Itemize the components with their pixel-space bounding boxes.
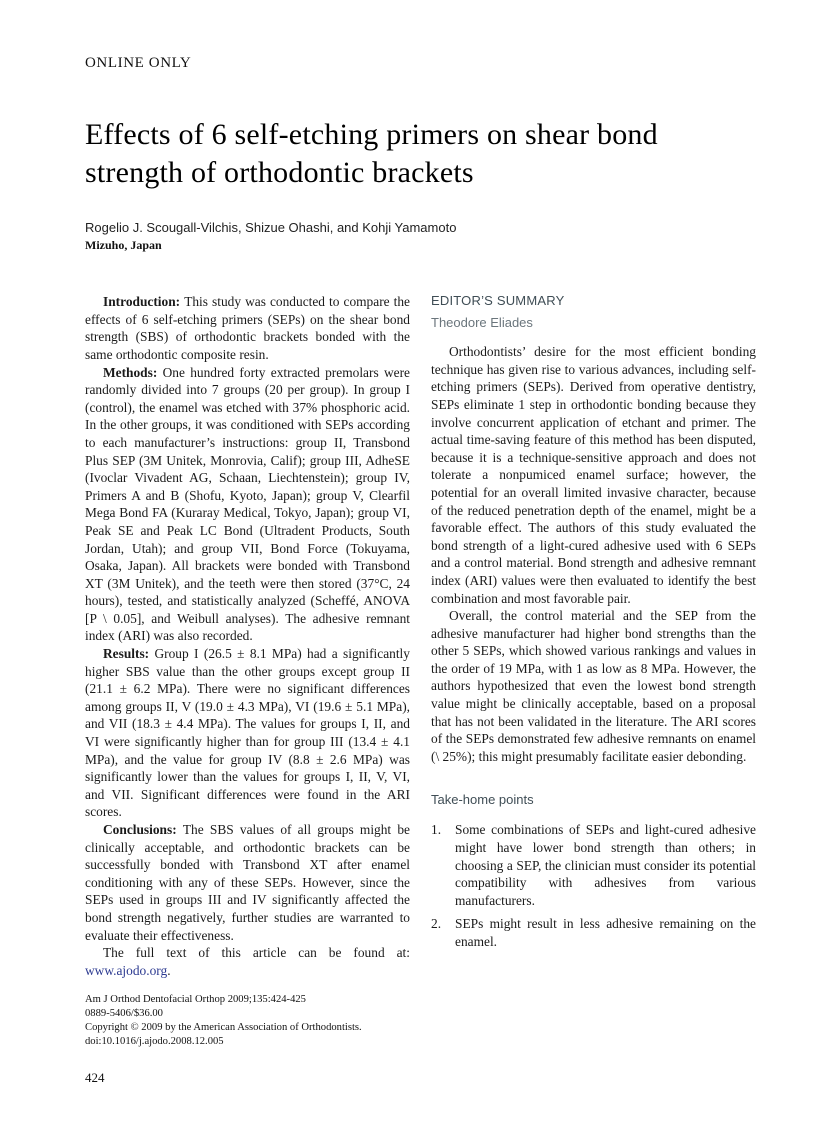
abstract-paragraph-introduction xyxy=(85,293,410,363)
paragraph-lead: Methods: xyxy=(103,364,163,380)
take-home-number: 1. xyxy=(431,822,442,838)
abstract-paragraph-conclusions xyxy=(85,821,410,944)
editor-summary-column xyxy=(431,293,756,1049)
take-home-number: 2. xyxy=(431,916,442,932)
author-location: Mizuho, Japan xyxy=(85,238,162,253)
editors-summary-heading: EDITOR’S SUMMARY xyxy=(431,293,565,309)
abstract-column xyxy=(85,293,410,1049)
take-home-item xyxy=(431,915,756,950)
take-home-text: Some combinations of SEPs and light-cured adhesive might have lower bond strength than others; in choosing a SEP, the clinician must consider its potential compatibility with adhesives from various manufacturers. xyxy=(455,822,756,908)
fulltext-prefix: The full text of this article can be found at: xyxy=(103,945,410,961)
paragraph-text: Group I (26.5 ± 8.1 MPa) had a significantly higher SBS value than the other groups except group II (21.1 ± 6.2 MPa). There were no significant differences among groups II, V (19.0 ± 4.3 MPa), VI (19.6 ± 5.1 MPa), and VII (18.3 ± 4.4 MPa). The values for groups I, II, and VI were significantly higher than for group III (13.4 ± 4.1 MPa), and the value for group IV (8.8 ± 2.6 MPa) was significantly lower than the values for groups I, II, V, VI, and VII. Significant differences were found in the ARI scores. xyxy=(85,646,410,820)
citation-line: doi:10.1016/j.ajodo.2008.12.005 xyxy=(85,1036,224,1048)
take-home-item xyxy=(431,821,756,909)
two-column-body xyxy=(85,293,756,1049)
citation-line: Am J Orthod Dentofacial Orthop 2009;135:424-425 xyxy=(85,994,306,1006)
citation-line: 0889-5406/$36.00 xyxy=(85,1008,163,1020)
editor-name: Theodore Eliades xyxy=(431,315,533,331)
summary-paragraph: Overall, the control material and the SEP from the adhesive manufacturer had higher bond strengths than the other 5 SEPs, which showed various rankings and values in the order of 19 MPa, with 1 as low as 8 MPa. However, the authors hypothesized that even the lowest bond strength value might be clinically acceptable, based on a proposal that has not been validated in the literature. The ARI scores of the SEPs demonstrated few adhesive remnants on enamel (\ 25%); this might presumably facilitate easier debonding. xyxy=(431,608,756,764)
summary-paragraph: Orthodontists’ desire for the most efficient bonding technique has given rise to various advances, including self-etching primers (SEPs). Derived from operative dentistry, SEPs eliminate 1 step in orthodontic bonding because they involve concurrent application of etchant and primer. The actual time-saving feature of this method has been disputed, because it is a technique-sensitive approach and does not tolerate a nonpumiced enamel surface; however, the potential for an overall limited invasive character, because of the reduced penetration depth of the enamel, might be a favorable effect. The authors of this study evaluated the bond strength of a light-cured adhesive used with 6 SEPs and a control material. Bond strength and adhesive remnant index (ARI) values were then evaluated to identify the best combination and most favorable pair. xyxy=(431,344,756,606)
paragraph-text: This study was conducted to compare the effects of 6 self-etching primers (SEPs) on the shear bond strength (SBS) of orthodontic brackets bonded with the same orthodontic composite resin. xyxy=(85,294,410,362)
citation-line: Copyright © 2009 by the American Association of Orthodontists. xyxy=(85,1022,362,1034)
take-home-heading: Take-home points xyxy=(431,792,534,808)
abstract-paragraph-results xyxy=(85,645,410,821)
fulltext-notice xyxy=(85,944,410,979)
paragraph-text: One hundred forty extracted premolars were randomly divided into 7 groups (20 per group). In group I (control), the enamel was etched with 37% phosphoric acid. In the other groups, it was conditioned with SEPs according to each manufacturer’s instructions: group II, Transbond Plus SEP (3M Unitek, Monrovia, Calif); group III, AdheSE (Ivoclar Vivadent AG, Schaan, Liechtenstein); group IV, Primers A and B (Shofu, Kyoto, Japan); group V, Clearfil Mega Bond FA (Kuraray Medical, Tokyo, Japan); group VI, Peak SE and Peak LC Bond (Ultradent Products, South Jordan, Utah); and group VII, Bond Force (Tokuyama, Osaka, Japan). All brackets were bonded with Transbond XT (3M Unitek), and the teeth were then stored (37°C, 24 hours), tested, and statistically analyzed (Scheffé, ANOVA [P \ 0.05], and Weibull analyses). The adhesive remnant index (ARI) was also recorded. xyxy=(85,364,410,644)
page-number: 424 xyxy=(85,1070,105,1085)
citation-block xyxy=(85,993,410,1049)
authors: Rogelio J. Scougall-Vilchis, Shizue Ohashi, and Kohji Yamamoto xyxy=(85,220,457,236)
fulltext-suffix: . xyxy=(167,962,171,978)
article-title: Effects of 6 self-etching primers on shear bond strength of orthodontic brackets xyxy=(85,118,658,190)
paragraph-lead: Conclusions: xyxy=(103,822,183,837)
online-only-label: ONLINE ONLY xyxy=(85,55,192,71)
paragraph-text: The SBS values of all groups might be clinically acceptable, and orthodontic brackets can be successfully bonded with Transbond XT after enamel conditioning with any of these SEPs. However, since the SEPs used in groups III and IV significantly affected the bond strength negatively, further studies are warranted to evaluate their effectiveness. xyxy=(85,822,410,943)
paragraph-lead: Results: xyxy=(103,646,155,662)
paragraph-lead: Introduction: xyxy=(103,294,185,310)
abstract-paragraph-methods xyxy=(85,364,410,646)
ajodo-link[interactable]: www.ajodo.org xyxy=(85,962,168,978)
take-home-text: SEPs might result in less adhesive remaining on the enamel. xyxy=(455,916,756,949)
